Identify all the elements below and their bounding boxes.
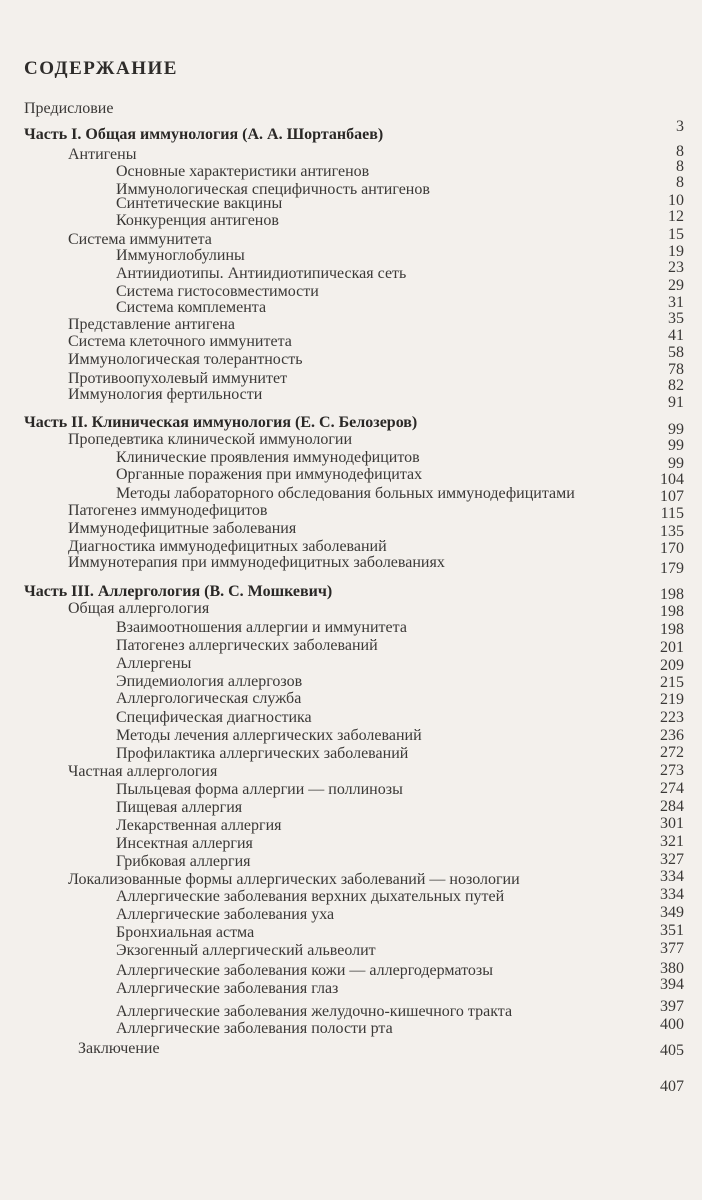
toc-entry-title: Патогенез иммунодефицитов: [68, 502, 268, 519]
toc-entry-title: Специфическая диагностика: [116, 709, 312, 726]
toc-page-number: 223: [660, 709, 684, 726]
toc-entry-title: Аллергические заболевания уха: [116, 906, 335, 923]
toc-page-number: 19: [668, 243, 684, 260]
toc-page-number: 8: [676, 174, 684, 191]
toc-page-number: 405: [660, 1042, 684, 1059]
toc-entry-title: Противоопухолевый иммунитет: [68, 370, 288, 387]
toc-entry-title: Антигены: [68, 146, 137, 163]
toc-page-number: 12: [668, 208, 684, 225]
toc-page-number: 301: [660, 815, 684, 832]
toc-page-number: 349: [660, 904, 684, 921]
toc-page-number: 284: [660, 798, 684, 815]
toc-entry-title: Диагностика иммунодефицитных заболеваний: [68, 538, 387, 555]
toc-entry-title: Пыльцевая форма аллергии — поллинозы: [116, 781, 403, 798]
toc-entry-title: Аллергологическая служба: [116, 690, 302, 707]
toc-page-number: 334: [660, 886, 684, 903]
toc-page-number: 8: [676, 158, 684, 175]
toc-page-number: 380: [660, 960, 684, 977]
toc-entry-title: Иммунодефицитные заболевания: [68, 520, 297, 537]
toc-page-number: 41: [668, 327, 684, 344]
toc-entry-title: Аллергические заболевания глаз: [116, 980, 339, 997]
toc-page-number: 10: [668, 192, 684, 209]
page-title: СОДЕРЖАНИЕ: [24, 58, 178, 79]
toc-page-number: 394: [660, 976, 684, 993]
toc-entry-title: Пропедевтика клинической иммунологии: [68, 431, 353, 448]
toc-page-number: 209: [660, 657, 684, 674]
toc-entry-title: Аллергические заболевания верхних дыхательных путей: [116, 888, 505, 905]
toc-entry-title: Иммунологическая толерантность: [68, 351, 303, 368]
toc-page-number: 78: [668, 361, 684, 378]
toc-entry-title: Аллергические заболевания полости рта: [116, 1020, 393, 1037]
toc-part-heading: Часть III. Аллергология (В. С. Мошкевич): [24, 583, 333, 600]
toc-page-number: 99: [668, 421, 684, 438]
toc-page-number: 327: [660, 851, 684, 868]
toc-entry-title: Аллергические заболевания кожи — аллергодерматозы: [116, 962, 493, 979]
toc-entry-title: Методы лечения аллергических заболеваний: [116, 727, 422, 744]
toc-page-number: 272: [660, 744, 684, 761]
toc-page-number: 58: [668, 344, 684, 361]
toc-entry-title: Методы лабораторного обследования больных иммунодефицитами: [116, 485, 575, 502]
toc-page-number: 3: [676, 118, 684, 135]
toc-entry-title: Грибковая аллергия: [116, 853, 251, 870]
toc-page-number: 321: [660, 833, 684, 850]
toc-entry-title: Иммунология фертильности: [68, 386, 263, 403]
toc-entry-title: Частная аллергология: [68, 763, 218, 780]
toc-entry-title: Локализованные формы аллергических заболеваний — нозологии: [68, 871, 520, 888]
toc-page-number: 82: [668, 377, 684, 394]
toc-entry-title: Аллергены: [116, 655, 192, 672]
toc-entry-title: Система гистосовместимости: [116, 283, 319, 300]
toc-page-number: 8: [676, 143, 684, 160]
toc-entry-title: Система иммунитета: [68, 231, 212, 248]
toc-page-number: 15: [668, 226, 684, 243]
toc-page-number: 351: [660, 922, 684, 939]
toc-entry-title: Конкуренция антигенов: [116, 212, 279, 229]
toc-page-number: 334: [660, 868, 684, 885]
toc-page-number: 215: [660, 674, 684, 691]
toc-entry-title: Аллергические заболевания желудочно-кишечного тракта: [116, 1003, 513, 1020]
toc-page-number: 99: [668, 455, 684, 472]
toc-entry-title: Взаимоотношения аллергии и иммунитета: [116, 619, 407, 636]
toc-entry-title: Инсектная аллергия: [116, 835, 253, 852]
toc-page-number: 198: [660, 603, 684, 620]
toc-page-number: 99: [668, 437, 684, 454]
toc-page-number: 91: [668, 394, 684, 411]
toc-entry-title: Иммуноглобулины: [116, 247, 245, 264]
toc-page-number: 115: [660, 505, 684, 522]
toc-entry-title: Бронхиальная астма: [116, 924, 255, 941]
toc-entry-title: Общая аллергология: [68, 600, 210, 617]
toc-entry-title: Экзогенный аллергический альвеолит: [116, 942, 376, 959]
toc-entry-title: Пищевая аллергия: [116, 799, 243, 816]
toc-page-number: 400: [660, 1016, 684, 1033]
toc-entry-title: Синтетические вакцины: [116, 195, 283, 212]
toc-page-number: 31: [668, 294, 684, 311]
toc-entry-title: Основные характеристики антигенов: [116, 163, 370, 180]
toc-entry-title: Заключение: [78, 1040, 160, 1057]
toc-page-number: 29: [668, 277, 684, 294]
toc-page-number: 274: [660, 780, 684, 797]
toc-page-number: 104: [660, 471, 684, 488]
toc-entry-title: Система комплемента: [116, 299, 267, 316]
toc-page-number: 135: [660, 523, 684, 540]
toc-entry-title: Иммунотерапия при иммунодефицитных заболеваниях: [68, 554, 445, 571]
toc-entry-title: Профилактика аллергических заболеваний: [116, 745, 409, 762]
toc-page-number: 107: [660, 488, 684, 505]
toc-page-number: 377: [660, 940, 684, 957]
toc-entry-title: Органные поражения при иммунодефицитах: [116, 466, 423, 483]
toc-entry-title: Предисловие: [24, 100, 114, 117]
toc-entry-title: Система клеточного иммунитета: [68, 333, 292, 350]
toc-entry-title: Лекарственная аллергия: [116, 817, 282, 834]
toc-page-number: 397: [660, 998, 684, 1015]
toc-part-heading: Часть I. Общая иммунология (А. А. Шортанбаев): [24, 126, 384, 143]
toc-entry-title: Антиидиотипы. Антиидиотипическая сеть: [116, 265, 407, 282]
toc-page-number: 236: [660, 727, 684, 744]
toc-page-number: 23: [668, 259, 684, 276]
toc-entry-title: Представление антигена: [68, 316, 235, 333]
toc-entry-title: Эпидемиология аллергозов: [116, 673, 303, 690]
toc-entry-title: Иммунологическая специфичность антигенов: [116, 181, 430, 198]
toc-page-number: 198: [660, 586, 684, 603]
toc-page-number: 407: [660, 1078, 684, 1095]
toc-page-number: 201: [660, 639, 684, 656]
toc-page-number: 170: [660, 540, 684, 557]
toc-page-number: 179: [660, 560, 684, 577]
toc-entry-title: Патогенез аллергических заболеваний: [116, 637, 378, 654]
toc-page-number: 198: [660, 621, 684, 638]
toc-page-number: 273: [660, 762, 684, 779]
toc-page-number: 35: [668, 310, 684, 327]
toc-part-heading: Часть II. Клиническая иммунология (Е. С. Белозеров): [24, 414, 418, 431]
toc-entry-title: Клинические проявления иммунодефицитов: [116, 449, 420, 466]
toc-page-number: 219: [660, 691, 684, 708]
